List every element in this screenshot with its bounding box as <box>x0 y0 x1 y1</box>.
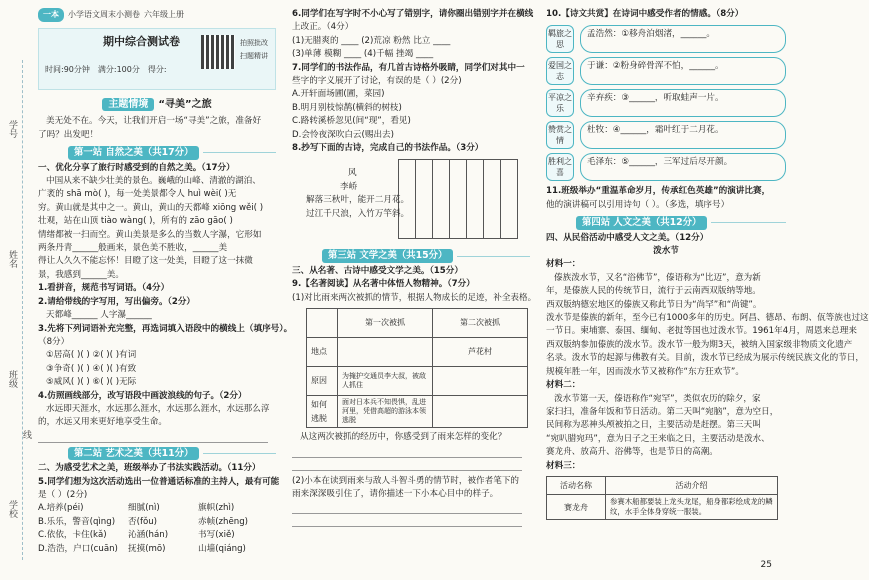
table-header: 活动介绍 <box>606 476 778 494</box>
poem-area <box>292 159 530 245</box>
passage-line: 景，我感到______美。 <box>38 269 124 280</box>
question-7-cont: 些字的字义展开了讨论，有误的是（ ）(2分) <box>292 76 462 87</box>
question-9-3: (2)小本在读到雨来与敌人斗智斗勇的情节时，被作者笔下的 <box>292 475 520 486</box>
intro-line: 美无处不在。今天，让我们开启一场“寻美”之旅，准备好 <box>46 116 262 127</box>
idiom-item[interactable]: ⑤威风( )( ) ⑥( )( )无际 <box>46 377 137 388</box>
answer-line[interactable] <box>292 514 522 527</box>
theme-heading <box>38 98 276 111</box>
question-6: 6.同学们在写字时不小心写了错别字，请你圈出错别字并在横线 <box>292 9 534 19</box>
line-label: 线 <box>21 430 31 439</box>
option-row[interactable]: C.依依，卡住(kǎ) 沁涵(hán) 书写(xiě) <box>38 530 235 541</box>
question-9: 9.【名著阅读】从名著中体悟人物精神。（7分） <box>292 279 475 290</box>
quote-item[interactable]: 平凉之乐 辛弃疾：③______，听取蛙声一片。 <box>546 89 786 117</box>
material-line: 名录。泼水节的起源与佛教有关。目前，泼水节已经成为展示传统民族文化的节日， <box>546 353 864 364</box>
idiom-item[interactable]: ③争奇( )( ) ④( )( )有致 <box>46 363 137 374</box>
answer-line[interactable] <box>38 430 268 443</box>
article-title: 泼水节 <box>653 246 679 257</box>
school-label: 学校 <box>7 500 17 518</box>
xuehao-label: 学号 <box>7 120 17 138</box>
quote-item[interactable]: 胜利之喜 毛泽东：⑤______，三军过后尽开颜。 <box>546 153 786 181</box>
material-line: 家扫扫，准备年饭和节日活动。第二天叫“宛脑”，意为空日， <box>546 406 779 417</box>
material-1-label: 材料一： <box>546 259 581 270</box>
passage-line: 穷。黄山就是其中之一。黄山，黄山的天都峰 xiōng wěi( ) <box>38 202 264 213</box>
table-row: 地点 芦花村 <box>307 338 528 367</box>
passage-line: 情绪都被一扫而空。黄山美景是多么的当数人字瀑，它形如 <box>38 229 262 240</box>
qr-code-icon[interactable] <box>201 35 235 69</box>
question-11-cont: 他的演讲稿可以引用诗句（ ）。（多选，填序号） <box>546 199 730 210</box>
question-8: 8.抄写下面的古诗，完成自己的书法作品。（3分） <box>292 143 484 154</box>
question-2: 2.请给带线的字写用，写出偏旁。（2分） <box>38 296 196 307</box>
passage-line: 得让人久久不能忘怀！目瞪了这一处美，目瞪了这一抹微 <box>38 256 253 267</box>
passage-line: 中国从来不缺少壮美的景色。巍峨的山峰、清澈的湖泊、 <box>46 176 261 187</box>
question-6-item[interactable]: (3)单薄 模糊 ____ (4)千幅 挫竭 ____ <box>292 49 434 60</box>
answer-line[interactable] <box>292 501 522 514</box>
score-label: 得分: <box>147 65 167 74</box>
question-4-text: 的，水远又用来更好地享受生命。 <box>38 417 167 428</box>
table-row: 赛龙舟 参赛木船都要装上龙头龙尾，船身都彩绘成龙的鳞纹，水手全体身穿统一服装。 <box>547 495 778 520</box>
page-header <box>38 8 276 22</box>
question-4: 4.仿照画线部分，改写语段中画波浪线的句子。（2分） <box>38 390 247 401</box>
class-label: 班级 <box>7 370 17 388</box>
table-row: 原因 为掩护交通员李大叔，被敌人抓住 <box>307 367 528 396</box>
material-line: 西双版纳参加傣族的泼水节。泼水节一般为期3天，被纳入国家级非物质文化遗产 <box>546 339 853 350</box>
material-line: 年，是傣族人民的传统节日，流行于云南西双版纳等地。 <box>546 286 761 297</box>
question-9-1: (1)对比雨来两次被抓的情节，根据人物成长的足迹，补全表格。 <box>292 292 537 303</box>
writing-grid[interactable] <box>398 159 530 239</box>
question-10: 10.【诗文共赏】在诗词中感受作者的情感。（8分） <box>546 9 744 19</box>
question-5-cont: 是（ ）(2分) <box>38 489 88 500</box>
station-1-heading: 第一站 自然之美（共17分） <box>68 146 276 159</box>
question-7-option[interactable]: A.开轩面场圃(圃，菜园) <box>292 89 385 100</box>
poem <box>306 159 409 221</box>
column-1 <box>38 8 293 556</box>
question-3: 3.先将下列词语补充完整，再选词填入语段中的横线上（填序号）。 <box>38 323 293 334</box>
quote-item[interactable]: 羁旅之思 孟浩然：①移舟泊烟渚，______。 <box>546 25 786 53</box>
poem-line: 解落三秋叶，能开二月花。 <box>306 195 410 206</box>
question-11: 11.班级举办“重温革命岁月，传承红色英雄”的演讲比赛， <box>546 186 771 197</box>
poem-line: 过江千尺浪，入竹万竿斜。 <box>306 208 410 219</box>
material-3-label: 材料三： <box>546 460 581 471</box>
material-line: 民间称为恶神头颅被拍之日，主要活动是赶摆。第三天叫 <box>546 420 761 431</box>
exam-title: 期中综合测试卷 <box>103 35 180 48</box>
name-label: 姓名 <box>7 250 17 268</box>
question-7-option[interactable]: D.会怜夜深吹白云(赐出去) <box>292 129 394 140</box>
book-title: 小学语文周末小测卷 <box>68 10 140 20</box>
cut-line <box>22 60 23 560</box>
option-row[interactable]: A.培养(péi) 细腻(nì) 旗帜(zhì) <box>38 503 235 514</box>
station-2-heading: 第二站 艺术之美（共11分） <box>68 447 276 460</box>
theme-tag: 主题情境 <box>102 98 154 111</box>
table-header: 第二次被抓 <box>433 309 528 338</box>
station-3-heading: 第三站 文学之美（共15分） <box>322 249 530 262</box>
material-2-label: 材料二： <box>546 380 581 391</box>
question-5: 5.同学们想为这次活动选出一位普通话标准的主持人，最有可能 <box>38 476 280 487</box>
section-2-title: 二、为感受艺术之美，班级举办了书法实践活动。（11分） <box>38 463 261 474</box>
title-box <box>38 28 276 90</box>
table-row: 如何逃脱 面对日本兵不知畏惧，乱进河里，凭借高超的游泳本领逃脱 <box>307 396 528 428</box>
poem-author: 李峤 <box>340 181 358 192</box>
table-header: 第一次被抓 <box>338 309 433 338</box>
section-1-title: 一、优化分享了旅行时感受到的自然之美。（17分） <box>38 162 235 173</box>
material-line: 赛龙舟、放高升、浴佛等，也是节日的高潮。 <box>546 447 718 458</box>
material-line: 西双版纳德宏地区的傣族又称此节日为“尚罕”和“尚键”。 <box>546 299 762 310</box>
quote-item[interactable]: 赞赏之情 杜牧：④______，霜叶红于二月花。 <box>546 121 786 149</box>
exam-meta <box>45 63 167 76</box>
passage-line: 两条丹青______般画来，景色美不胜收，______美 <box>38 243 228 254</box>
quote-item[interactable]: 爱国之志 于谦：②粉身碎骨浑不怕，______。 <box>546 57 786 85</box>
question-6-item[interactable]: (1)无腊爽的 ____ (2)荒凉 粉然 比立 ____ <box>292 35 451 46</box>
passage-line: 壮观，站在山顶 tiào wàng( )，所有的 zāo gāo( ) <box>38 216 233 227</box>
material-line: “宛叭腊宛玛”，意为日子之王来临之日，主要活动是泼水、 <box>546 433 770 444</box>
question-9-followup: 从这两次被抓的经历中，你感受到了雨来怎样的变化？ <box>300 432 507 443</box>
material-line: 规模年胜一年，因而泼水节又被称作“东方狂欢节”。 <box>546 366 744 377</box>
activity-table <box>546 476 778 520</box>
time-label: 时间:90分钟 <box>45 65 90 74</box>
question-4-text: 水远即天涯水，水远那么涯水，水远那么涯水，水远那么淳 <box>46 403 270 414</box>
question-7-option[interactable]: B.明月别枝惊鹊(横斜的树枝) <box>292 102 402 113</box>
theme-text: “寻美”之旅 <box>158 99 212 110</box>
header-badge: 一本 <box>38 8 64 21</box>
qr-caption: 拍照批改 扫题精讲 <box>240 39 268 61</box>
intro-line: 了吗？出发吧！ <box>38 129 99 140</box>
question-7: 7.同学们的书法作品，有几首古诗格外吸睛，同学们对其中一 <box>292 62 525 73</box>
table-header: 活动名称 <box>547 476 606 494</box>
question-1: 1.看拼音，规范书写词语。（4分） <box>38 283 170 294</box>
column-3 <box>546 8 869 520</box>
idiom-item[interactable]: ①居高( )( ) ②( )( )有词 <box>46 350 137 361</box>
grade-label: 六年级上册 <box>144 10 184 20</box>
comparison-table <box>306 308 528 428</box>
question-6-cont: 上改正。（4分） <box>292 22 354 33</box>
material-line: 傣族泼水节，又名“浴佛节”，傣语称为“比迈”，意为新 <box>554 272 761 283</box>
question-3-score: （8分） <box>38 336 70 347</box>
answer-line[interactable] <box>292 458 522 471</box>
section-3-title: 三、从名著、古诗中感受文学之美。（15分） <box>292 265 463 276</box>
question-2-options[interactable]: 天都峰______ 人字瀑______ <box>46 310 152 321</box>
material-line: 泼水节是傣族的新年，至今已有1000多年的历史。阿昌、德昂、布朗、佤等族也过这 <box>546 313 869 324</box>
question-7-option[interactable]: C.路转溪桥忽见(间“现”，看见) <box>292 116 411 127</box>
option-row[interactable]: D.浩浩，户口(cuān) 抚摸(mō) 山墙(qiáng) <box>38 543 246 554</box>
question-9-3: 雨来深深吸引住了，请你描述一下小本心目中的样子。 <box>292 488 499 499</box>
passage-line: 广袤的 shā mò( )，每一处美景都令人 huì wèi( )无 <box>38 189 237 200</box>
answer-line[interactable] <box>292 445 522 458</box>
material-line: 一节日。柬埔寨、泰国、缅甸、老挝等国也过泼水节。1961年4月，周恩来总理来 <box>546 326 857 337</box>
station-4-heading: 第四站 人文之美（共12分） <box>576 216 786 229</box>
poem-title: 风 <box>348 168 357 179</box>
section-4-title: 四、从民俗活动中感受人文之美。（12分） <box>546 232 709 243</box>
column-2 <box>292 8 537 527</box>
page-number: 25 <box>760 560 772 570</box>
material-line: 泼水节第一天，傣语称作“宛罕”，类似农历的除夕，家 <box>554 393 761 404</box>
full-score-label: 满分:100分 <box>97 65 140 74</box>
option-row[interactable]: B.乐乐，警音(qìng) 否(fǒu) 赤帧(zhēng) <box>38 516 249 527</box>
binding-strip <box>0 0 40 580</box>
